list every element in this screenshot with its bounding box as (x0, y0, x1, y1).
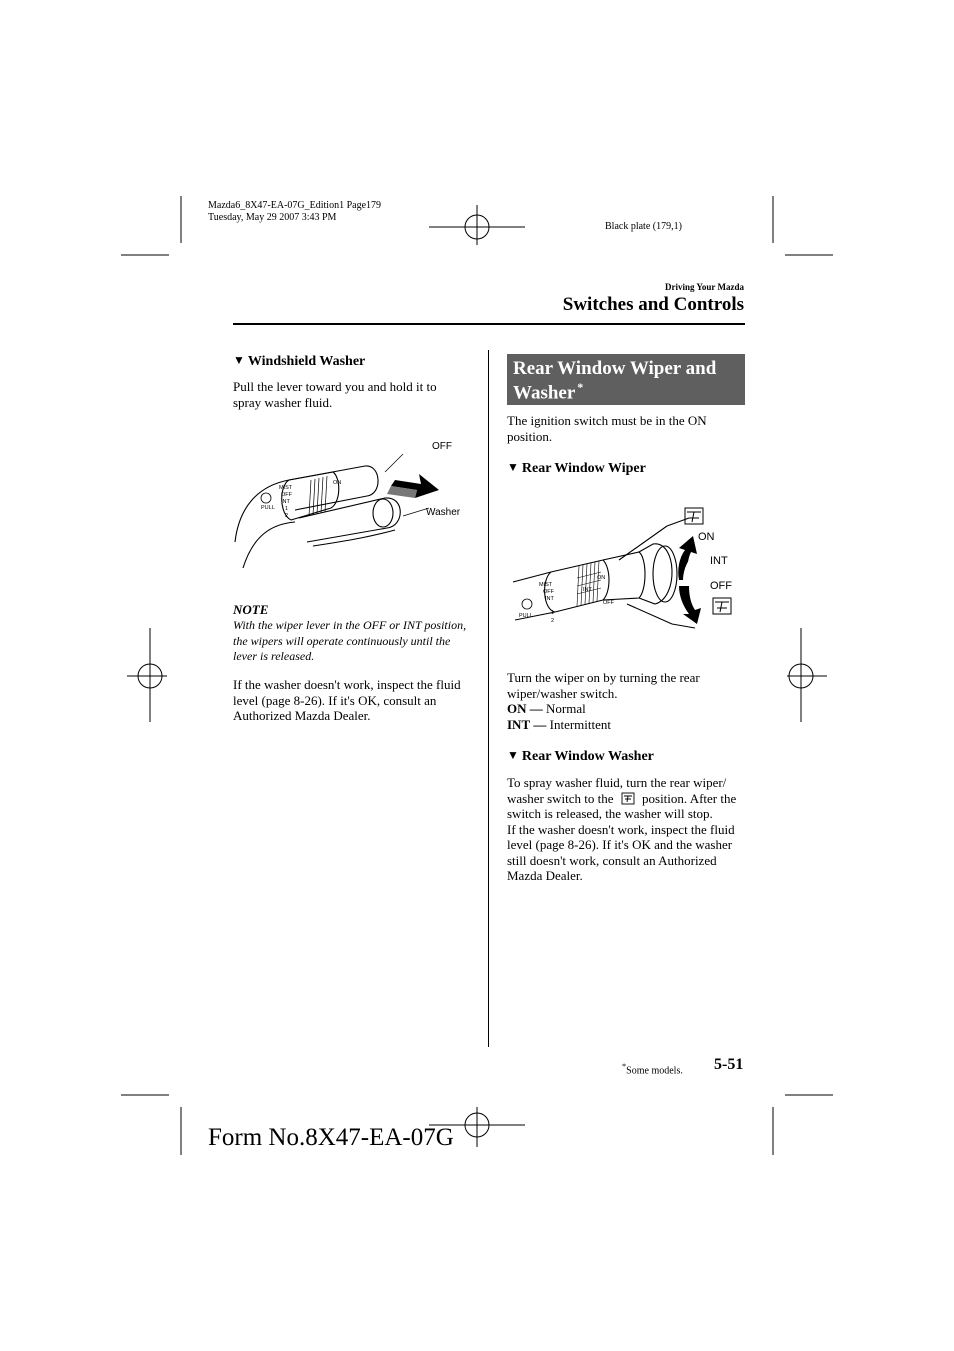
spray-text-b: position. After the switch is released, the washer will stop. (507, 790, 737, 821)
turn-wiper-instructions: Turn the wiper on by turning the rear wiper/washer switch. (507, 670, 700, 701)
rear-lever-label-off: OFF (543, 589, 554, 595)
footnote (622, 1062, 683, 1076)
lever-label-pull: PULL (261, 505, 275, 511)
black-plate-label: Black plate (179,1) (605, 221, 682, 232)
spray-text-c: If the washer doesn't work, inspect the fluid level (page 8-26). If it's OK and the washer still doesn't work, consult an Authorized Mazda Dealer. (507, 821, 735, 883)
banner-line2: Washer (513, 382, 576, 404)
print-slug (208, 200, 381, 224)
rear-wiper-figure (507, 500, 747, 635)
washer-lever-figure (233, 436, 468, 581)
note-text: With the wiper lever in the OFF or INT position, the wipers will operate continuously until the lever is released. (233, 618, 467, 663)
lever-label-two: 2 (285, 513, 289, 519)
figure-label-off: OFF (710, 580, 732, 592)
washer-position-icon (621, 792, 635, 805)
rotate-down-arrow-icon (679, 586, 701, 624)
form-number: Form No.8X47-EA-07G (208, 1124, 454, 1151)
rear-lever-label-mist: MIST (539, 582, 553, 588)
rear-lever-label-on: ON (597, 575, 606, 581)
wiper-on-symbol-icon (685, 508, 703, 524)
print-slug-line1: Mazda6_8X47-EA-07G_Edition1 Page179 (208, 200, 382, 211)
windshield-washer-heading (233, 354, 365, 370)
turn-wiper-text (507, 670, 745, 732)
header-rule (233, 323, 745, 325)
section-kicker: Driving Your Mazda (664, 282, 744, 292)
windshield-washer-heading-text: Windshield Washer (247, 354, 366, 369)
triangle-bullet-icon: ▼ (507, 748, 519, 762)
rear-wiper-banner (507, 354, 745, 405)
spray-text-a: To spray washer fluid, turn the rear wiper/ washer switch to the (507, 775, 727, 806)
mode-int-row (507, 717, 745, 733)
rear-wiper-illustration (507, 500, 747, 635)
rear-wiper-symbol-icon (522, 599, 532, 609)
lever-label-int: INT (281, 499, 290, 505)
mode-int-desc: Intermittent (549, 716, 611, 732)
figure-label-washer: Washer (426, 507, 461, 518)
banner-line1: Rear Window Wiper and (513, 358, 717, 379)
washer-check-text: If the washer doesn't work, inspect the fluid level (page 8-26). If it's OK, consult an Authorized Mazda Dealer. (233, 677, 461, 723)
note-title: NOTE (233, 602, 269, 617)
lever-label-on: ON (333, 480, 342, 486)
figure-label-int: INT (710, 555, 728, 567)
triangle-bullet-icon: ▼ (507, 460, 519, 474)
figure-label-off: OFF (432, 441, 452, 452)
rear-washer-heading-text: Rear Window Washer (521, 749, 654, 764)
mode-on-label: ON (507, 701, 527, 716)
footnote-star: * (622, 1062, 627, 1071)
column-divider (488, 350, 489, 1047)
lever-label-one: 1 (285, 506, 289, 512)
footnote-text: Some models. (626, 1065, 683, 1077)
lever-label-mist: MIST (279, 485, 293, 491)
windshield-washer-text: Pull the lever toward you and hold it to spray washer fluid. (233, 379, 437, 410)
rear-lever-label-off2: OFF (603, 600, 614, 606)
wiper-symbol-icon (261, 493, 271, 503)
rear-lever-label-pull: PULL (519, 613, 533, 619)
rear-washer-heading (507, 749, 654, 765)
mode-on-dash: — (529, 701, 543, 716)
rear-lever-label-two: 2 (551, 618, 555, 624)
mode-int-dash: — (533, 716, 547, 732)
triangle-bullet-icon: ▼ (233, 353, 245, 367)
lever-label-off: OFF (281, 492, 292, 498)
rear-lever-label-one: 1 (551, 610, 555, 616)
page-number: 5-51 (714, 1056, 744, 1073)
mode-on-row (507, 701, 745, 717)
section-title: Switches and Controls (562, 294, 744, 315)
rear-lever-label-int2: INT (583, 587, 592, 593)
wiper-washer-symbol-icon (713, 598, 731, 614)
mode-on-desc: Normal (546, 701, 586, 716)
rear-wiper-heading-text: Rear Window Wiper (521, 461, 646, 476)
mode-int-label: INT (507, 716, 531, 732)
figure-label-on: ON (698, 531, 715, 543)
rear-lever-label-int: INT (545, 596, 554, 602)
ignition-text: The ignition switch must be in the ON position. (507, 413, 707, 444)
banner-star: * (577, 380, 584, 394)
print-slug-line2: Tuesday, May 29 2007 3:43 PM (208, 212, 337, 223)
rear-wiper-heading (507, 461, 646, 477)
rear-washer-text (507, 775, 745, 884)
